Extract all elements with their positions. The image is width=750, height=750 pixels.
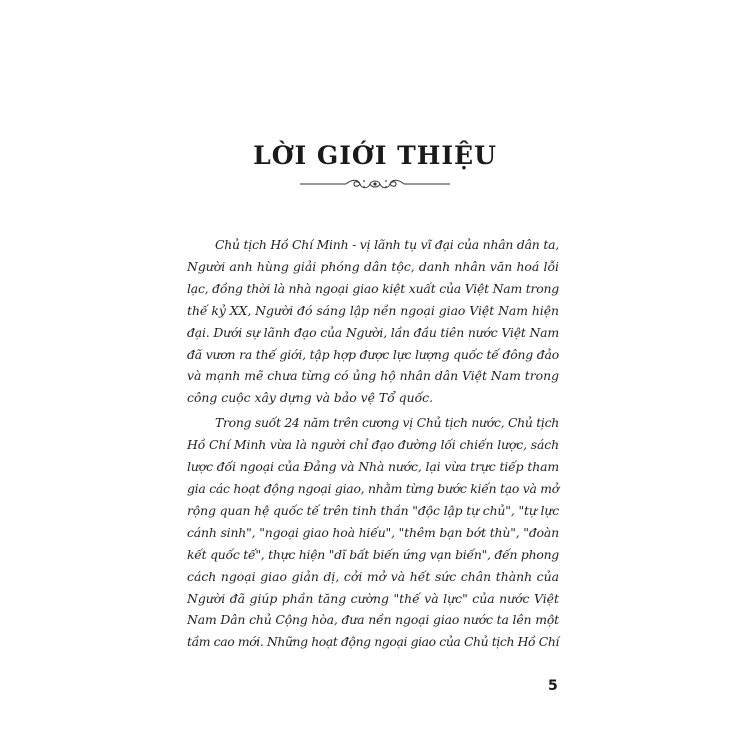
text-line: cách ngoại giao giản dị, cởi mở và hết sức chân thành của <box>187 568 559 584</box>
text-line: Người anh hùng giải phóng dân tộc, danh nhân văn hoá lỗi <box>187 258 559 274</box>
text-line: cánh sinh", "ngoại giao hoà hiếu", "thêm bạn bớt thù", "đoàn <box>187 524 559 540</box>
text-line: thế kỷ XX, Người đó sáng lập nền ngoại giao Việt Nam hiện <box>187 302 559 318</box>
text-line: Hồ Chí Minh vừa là người chỉ đạo đường lối chiến lược, sách <box>187 437 559 453</box>
introduction-text <box>187 234 559 656</box>
text-line: công cuộc xây dựng và bảo vệ Tổ quốc. <box>187 390 434 406</box>
paragraph-1 <box>187 234 559 409</box>
text-line: đã vươn ra thế giới, tập hợp được lực lượng quốc tế đông đảo <box>187 346 559 362</box>
paragraph-2 <box>187 412 559 653</box>
text-line: Nam Dân chủ Cộng hòa, đưa nền ngoại giao nước ta lên một <box>187 612 559 628</box>
text-line: kết quốc tế", thực hiện "dĩ bất biến ứng vạn biến", đến phong <box>187 546 559 562</box>
text-line: tầm cao mới. Những hoạt động ngoại giao của Chủ tịch Hồ Chí <box>187 634 559 650</box>
text-line: lược đối ngoại của Đảng và Nhà nước, lại vừa trực tiếp tham <box>187 459 559 475</box>
flourish-divider-icon <box>300 176 450 192</box>
text-line: đại. Dưới sự lãnh đạo của Người, lần đầu tiên nước Việt Nam <box>187 324 559 340</box>
text-line: gia các hoạt động ngoại giao, nhằm từng bước kiến tạo và mở <box>187 480 559 496</box>
text-line: rộng quan hệ quốc tế trên tinh thần "độc lập tự chủ", "tự lực <box>187 502 559 518</box>
page-number: 5 <box>548 678 558 694</box>
text-line: Người đã giúp phần tăng cường "thế và lực" của nước Việt <box>187 590 559 606</box>
text-line: Trong suốt 24 năm trên cương vị Chủ tịch nước, Chủ tịch <box>215 415 559 431</box>
text-line: lạc, đồng thời là nhà ngoại giao kiệt xuất của Việt Nam trong <box>187 280 559 296</box>
chapter-title: LỜI GIỚI THIỆU <box>253 141 497 170</box>
text-line: và mạnh mẽ chưa từng có ủng hộ nhân dân Việt Nam trong <box>187 368 559 384</box>
text-line: Chủ tịch Hồ Chí Minh - vị lãnh tụ vĩ đại của nhân dân ta, <box>215 237 559 252</box>
